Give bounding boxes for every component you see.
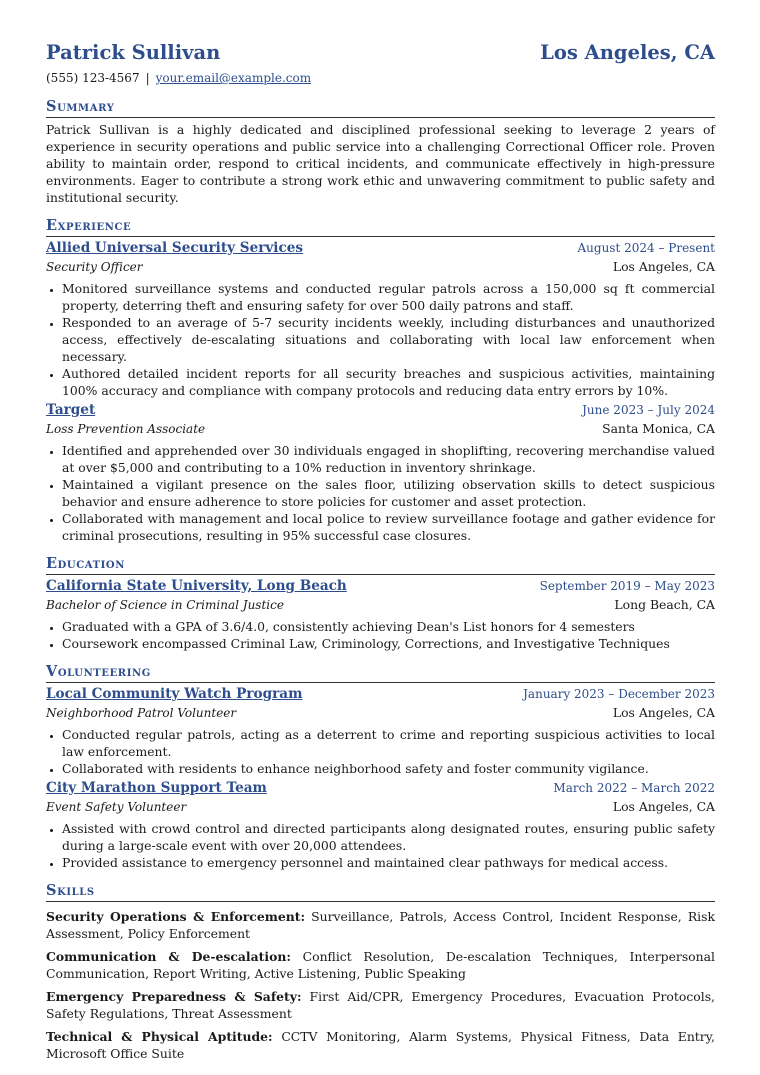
bullet-item: • Collaborated with residents to enhance neighborhood safety and foster community vigilance. [62, 760, 715, 777]
bullet-list [46, 280, 715, 399]
skill-category: Communication & De-escalation: [46, 949, 291, 964]
entry-header-row [46, 779, 715, 798]
experience-list [46, 239, 715, 544]
organization-link[interactable]: California State University, Long Beach [46, 578, 347, 594]
volunteering-entry [46, 779, 715, 871]
entry-role: Event Safety Volunteer [46, 800, 187, 814]
summary-text: Patrick Sullivan is a highly dedicated and disciplined professional seeking to leverage 2 years of experience in security operations and public service into a challenging Correctional Officer role. Proven ability to maintain order, respond to critical incidents, and communicate effectively in high-pressure environments. Eager to contribute a strong work ethic and unwavering commitment to public safety and institutional security. [46, 122, 715, 205]
entry-role: Loss Prevention Associate [46, 422, 206, 436]
candidate-location: Los Angeles, CA [540, 41, 715, 64]
bullet-item: • Provided assistance to emergency personnel and maintained clear pathways for medical access. [62, 854, 715, 871]
section-title-volunteering: Volunteering [46, 662, 715, 683]
section-title-skills: Skills [46, 881, 715, 902]
entry-location: Los Angeles, CA [612, 259, 715, 274]
entry-header-row [46, 239, 715, 258]
entry-role: Security Officer [46, 260, 143, 274]
entry-subheader-row [46, 704, 715, 722]
bullet-list [46, 442, 715, 544]
candidate-name: Patrick Sullivan [46, 41, 221, 64]
skills-list [46, 908, 715, 1062]
experience-entry [46, 239, 715, 399]
skill-line [46, 988, 715, 1022]
entry-dates: September 2019 – May 2023 [539, 579, 715, 593]
skill-line [46, 1028, 715, 1062]
skill-category: Technical & Physical Aptitude: [46, 1029, 273, 1044]
skill-values: Surveillance, Patrols, Access Control, Incident Response, Risk Assessment, Policy Enforcement [46, 909, 715, 941]
entry-header-row [46, 685, 715, 704]
education-list [46, 577, 715, 652]
bullet-item: • Conducted regular patrols, acting as a deterrent to crime and reporting suspicious activities to local law enforcement. [62, 726, 715, 760]
entry-dates: March 2022 – March 2022 [553, 781, 715, 795]
entry-header-row [46, 577, 715, 596]
entry-subheader-row [46, 798, 715, 816]
entry-role: Bachelor of Science in Criminal Justice [46, 598, 284, 612]
entry-location: Santa Monica, CA [602, 421, 715, 436]
organization-link[interactable]: Target [46, 402, 96, 418]
entry-header-row [46, 401, 715, 420]
bullet-list [46, 618, 715, 652]
resume-header [46, 40, 715, 66]
entry-subheader-row [46, 258, 715, 276]
skill-values: CCTV Monitoring, Alarm Systems, Physical Fitness, Data Entry, Microsoft Office Suite [46, 1029, 715, 1061]
entry-dates: August 2024 – Present [577, 241, 715, 255]
bullet-list [46, 726, 715, 777]
contact-line [46, 70, 715, 87]
section-title-education: Education [46, 554, 715, 575]
entry-dates: January 2023 – December 2023 [523, 687, 715, 701]
section-title-summary: Summary [46, 97, 715, 118]
organization-link[interactable]: Local Community Watch Program [46, 686, 303, 702]
skill-line [46, 908, 715, 942]
resume-page [46, 40, 715, 1062]
bullet-list [46, 820, 715, 871]
entry-subheader-row [46, 420, 715, 438]
entry-dates: June 2023 – July 2024 [582, 403, 715, 417]
education-entry [46, 577, 715, 652]
contact-separator: | [145, 71, 150, 85]
bullet-item: • Responded to an average of 5-7 security incidents weekly, including disturbances and unauthorized access, effectively de-escalating situations and collaborating with local law enforcement when necessary. [62, 314, 715, 365]
skill-values: Conflict Resolution, De-escalation Techniques, Interpersonal Communication, Report Writing, Active Listening, Public Speaking [46, 949, 715, 981]
bullet-item: • Coursework encompassed Criminal Law, Criminology, Corrections, and Investigative Techniques [62, 635, 715, 652]
bullet-item: • Assisted with crowd control and directed participants along designated routes, ensuring public safety during a large-scale event with over 20,000 attendees. [62, 820, 715, 854]
bullet-item: • Authored detailed incident reports for all security breaches and suspicious activities, maintaining 100% accuracy and compliance with company protocols and reducing data entry errors by 10%. [62, 365, 715, 399]
bullet-item: • Collaborated with management and local police to review surveillance footage and gather evidence for criminal prosecutions, resulting in 95% successful case closures. [62, 510, 715, 544]
skill-category: Security Operations & Enforcement: [46, 909, 306, 924]
experience-entry [46, 401, 715, 544]
entry-role: Neighborhood Patrol Volunteer [46, 706, 237, 720]
skill-line [46, 948, 715, 982]
entry-location: Los Angeles, CA [612, 799, 715, 814]
volunteering-list [46, 685, 715, 871]
phone-number: (555) 123-4567 [46, 71, 140, 85]
email-link[interactable]: your.email@example.com [155, 71, 312, 85]
organization-link[interactable]: City Marathon Support Team [46, 780, 267, 796]
volunteering-entry [46, 685, 715, 777]
entry-subheader-row [46, 596, 715, 614]
bullet-item: • Graduated with a GPA of 3.6/4.0, consistently achieving Dean's List honors for 4 semesters [62, 618, 715, 635]
bullet-item: • Identified and apprehended over 30 individuals engaged in shoplifting, recovering merchandise valued at over $5,000 and contributing to a 10% reduction in inventory shrinkage. [62, 442, 715, 476]
entry-location: Los Angeles, CA [612, 705, 715, 720]
bullet-item: • Maintained a vigilant presence on the sales floor, utilizing observation skills to detect suspicious behavior and ensure adherence to store policies for customer and asset protection. [62, 476, 715, 510]
entry-location: Long Beach, CA [614, 597, 715, 612]
section-title-experience: Experience [46, 216, 715, 237]
skill-category: Emergency Preparedness & Safety: [46, 989, 302, 1004]
organization-link[interactable]: Allied Universal Security Services [46, 240, 304, 256]
bullet-item: • Monitored surveillance systems and conducted regular patrols across a 150,000 sq ft commercial property, deterring theft and ensuring safety for over 500 daily patrons and staff. [62, 280, 715, 314]
skill-values: First Aid/CPR, Emergency Procedures, Evacuation Protocols, Safety Regulations, Threat Assessment [46, 989, 715, 1021]
